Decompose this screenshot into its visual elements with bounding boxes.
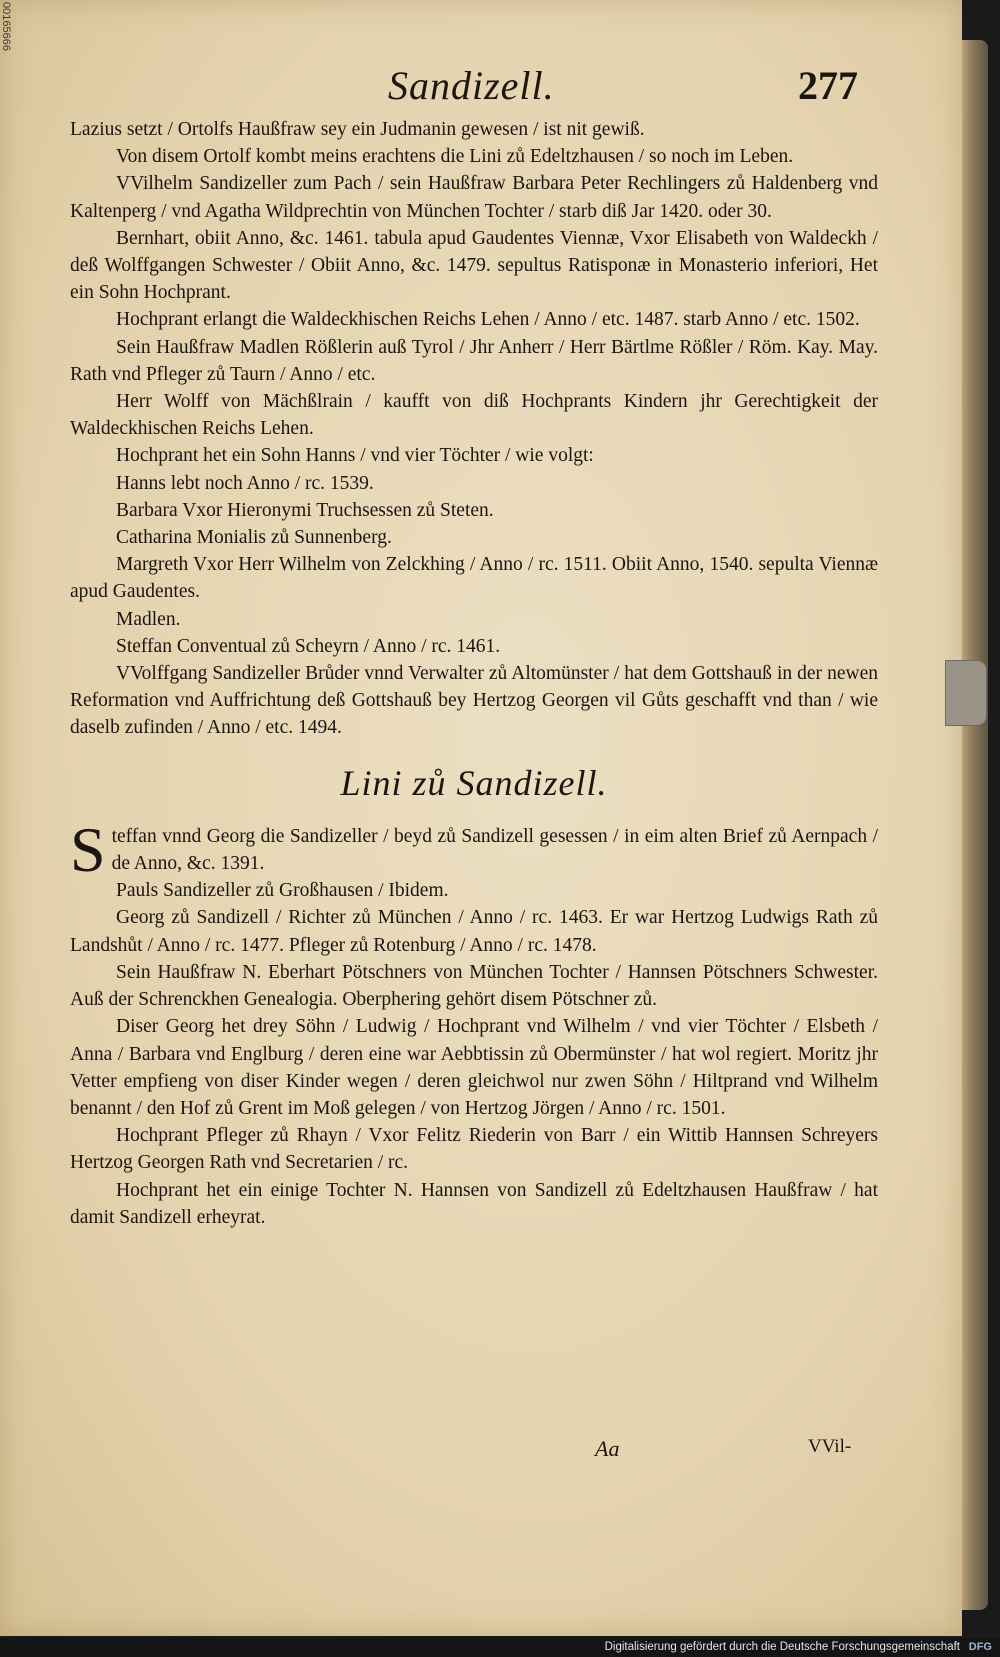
page-number: 277 [798,63,858,108]
paragraph: Hochprant Pfleger zů Rhayn / Vxor Felitz Riederin von Barr / ein Wittib Hannsen Schreyers Hertzog Georgen Rath vnd Secretarien / rc. [70,1125,878,1174]
paragraph: Margreth Vxor Herr Wilhelm von Zelckhing / Anno / rc. 1511. Obiit Anno, 1540. sepulta Viennæ apud Gaudentes. [70,554,878,603]
paragraph: Hanns lebt noch Anno / rc. 1539. [116,472,374,494]
paragraph-text: teffan vnnd Georg die Sandizeller / beyd zů Sandizell gesessen / in eim alten Brief zů Aernpach / de Anno, &c. 1391. [111,825,878,875]
paragraph: Barbara Vxor Hieronymi Truchsessen zů Steten. [116,499,494,521]
paragraph: Diser Georg het drey Söhn / Ludwig / Hochprant vnd Wilhelm / vnd vier Töchter / Elsbeth / Anna / Barbara vnd Englburg / deren eine war Aebbtissin zů Obermünster / hat wol regiert. Moritz jhr Vetter empfieng von diser Kinder wegen / deren gleichwol nur zwen Söhn / Hiltprand vnd Wilhelm benannt / den Hof zů Grent im Moß gelegen / von Hertzog Jörgen / Anno / rc. 1501. [70,1016,878,1119]
signature-mark: Aa [595,1436,620,1461]
paragraph: VVolffgang Sandizeller Brůder vnnd Verwalter zů Altomünster / hat dem Gottshauß in der newen Reformation vnd Auffrichtung deß Gottshauß bey Hertzog Georgen vil Gůts geschafft vnd than / wie daselb zufinden / Anno / etc. 1494. [70,663,878,739]
paragraph: Hochprant het ein einige Tochter N. Hannsen von Sandizell zů Edeltzhausen Haußfraw / hat damit Sandizell erheyrat. [70,1179,878,1228]
paragraph: Sein Haußfraw N. Eberhart Pötschners von München Tochter / Hannsen Pötschners Schwester. Auß der Schrenckhen Genealogia. Oberphering gehört disem Pötschner zů. [70,961,878,1011]
credit-bar [0,1638,1000,1657]
paragraph: Catharina Monialis zů Sunnenberg. [116,527,392,549]
paragraph: Hochprant het ein Sohn Hanns / vnd vier Töchter / wie volgt: [116,445,594,467]
section-title: Lini zů Sandizell. [340,762,608,803]
page-body [70,116,878,1231]
paragraph: Herr Wolff von Mächßlrain / kaufft von diß Hochprants Kindern jhr Gerechtigkeit der Waldeckhischen Reichs Lehen. [70,391,878,440]
dropcap: S [70,813,106,885]
running-title: Sandizell. [388,63,555,108]
paragraph: Lazius setzt / Ortolfs Haußfraw sey ein Judmanin gewesen / ist nit gewiß. [70,119,645,140]
scan-id: 00165666 [0,2,12,51]
page-footer [0,1436,962,1466]
paragraph: Hochprant erlangt die Waldeckhischen Reichs Lehen / Anno / etc. 1487. starb Anno / etc. 1502. [116,309,860,331]
paragraph: Madlen. [116,608,181,630]
paragraph: Pauls Sandizeller zů Großhausen / Ibidem. [116,880,449,902]
catchword: VVil- [808,1436,852,1457]
paragraph: Sein Haußfraw Madlen Rößlerin auß Tyrol / Jhr Anherr / Herr Bärtlme Rößler / Röm. Kay. May. Rath vnd Pfleger zů Taurn / Anno / etc. [70,336,878,385]
paragraph: Bernhart, obiit Anno, &c. 1461. tabula apud Gaudentes Viennæ, Vxor Elisabeth von Waldeckh / deß Wolffgangen Schwester / Obiit Anno, &c. 1479. sepultus Ratisponæ in Monasterio inferiori, Het ein Sohn Hochprant. [70,227,878,304]
page-header [0,62,962,112]
paragraph-with-dropcap [70,813,878,885]
credit-text: Digitalisierung gefördert durch die Deutsche Forschungsgemeinschaft [604,1641,960,1653]
dfg-logo-icon: DFG [968,1641,992,1653]
paragraph: VVilhelm Sandizeller zum Pach / sein Haußfraw Barbara Peter Rechlingers zů Haldenberg vnd Kaltenperg / vnd Agatha Wildprechtin von München Tochter / starb diß Jar 1420. oder 30. [70,173,878,222]
page-edge [962,40,988,1610]
paragraph: Von disem Ortolf kombt meins erachtens die Lini zů Edeltzhausen / so noch im Leben. [116,146,794,168]
bookmark-tab [945,660,987,726]
paragraph: Steffan Conventual zů Scheyrn / Anno / rc. 1461. [116,635,501,657]
paragraph: Georg zů Sandizell / Richter zů München / Anno / rc. 1463. Er war Hertzog Ludwigs Rath zů Landshůt / Anno / rc. 1477. Pfleger zů Rotenburg / Anno / rc. 1478. [70,907,878,956]
